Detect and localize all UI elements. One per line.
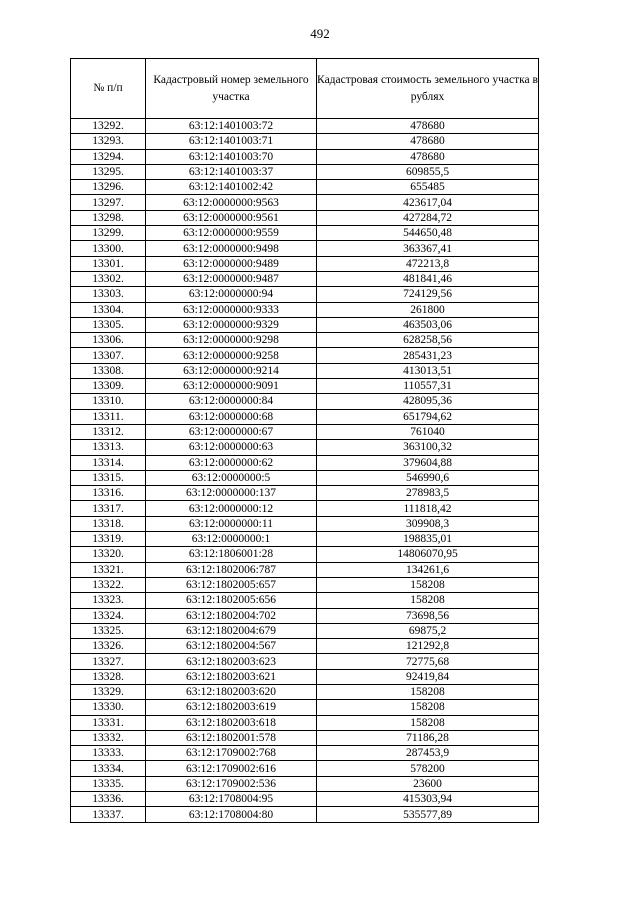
cadastral-number-cell: 63:12:1802004:679 (146, 623, 317, 638)
table-row (71, 440, 539, 455)
cadastral-value-cell: 423617,04 (317, 195, 539, 210)
cadastral-number-cell: 63:12:0000000:9091 (146, 379, 317, 394)
cadastral-value-cell: 535577,89 (317, 807, 539, 822)
table-row (71, 776, 539, 791)
cadastral-number-cell: 63:12:0000000:1 (146, 532, 317, 547)
table-row (71, 608, 539, 623)
cadastral-number-cell: 63:12:0000000:9487 (146, 271, 317, 286)
row-number-cell: 13308. (71, 363, 146, 378)
cadastral-value-cell: 379604,88 (317, 455, 539, 470)
cadastral-value-cell: 478680 (317, 119, 539, 134)
table-row (71, 700, 539, 715)
cadastral-number-cell: 63:12:0000000:12 (146, 501, 317, 516)
cadastral-value-cell: 363100,32 (317, 440, 539, 455)
row-number-cell: 13294. (71, 149, 146, 164)
table-row (71, 715, 539, 730)
cadastral-value-cell: 198835,01 (317, 532, 539, 547)
row-number-cell: 13324. (71, 608, 146, 623)
table-row (71, 394, 539, 409)
cadastral-value-cell: 478680 (317, 149, 539, 164)
cadastral-number-cell: 63:12:1708004:95 (146, 792, 317, 807)
table-row (71, 363, 539, 378)
cadastral-value-cell: 287453,9 (317, 746, 539, 761)
cadastral-value-cell: 481841,46 (317, 271, 539, 286)
table-row (71, 547, 539, 562)
cadastral-value-cell: 309908,3 (317, 516, 539, 531)
cadastral-value-cell: 655485 (317, 180, 539, 195)
cadastral-value-cell: 478680 (317, 134, 539, 149)
table-row (71, 470, 539, 485)
row-number-cell: 13306. (71, 333, 146, 348)
cadastral-number-cell: 63:12:0000000:9559 (146, 226, 317, 241)
table-row (71, 761, 539, 776)
row-number-cell: 13322. (71, 577, 146, 592)
row-number-cell: 13295. (71, 164, 146, 179)
cadastral-number-cell: 63:12:1709002:616 (146, 761, 317, 776)
cadastral-number-cell: 63:12:0000000:9561 (146, 210, 317, 225)
cadastral-value-cell: 472213,8 (317, 256, 539, 271)
row-number-cell: 13301. (71, 256, 146, 271)
table-header-row (71, 59, 539, 119)
table-row (71, 210, 539, 225)
table-row (71, 623, 539, 638)
cadastral-value-cell: 546990,6 (317, 470, 539, 485)
cadastral-value-cell: 428095,36 (317, 394, 539, 409)
cadastral-value-cell: 73698,56 (317, 608, 539, 623)
cadastral-number-cell: 63:12:1802004:702 (146, 608, 317, 623)
cadastral-number-cell: 63:12:0000000:9258 (146, 348, 317, 363)
header-row-number: № п/п (71, 59, 146, 119)
row-number-cell: 13332. (71, 730, 146, 745)
cadastral-number-cell: 63:12:1401003:72 (146, 119, 317, 134)
row-number-cell: 13305. (71, 317, 146, 332)
cadastral-number-cell: 63:12:0000000:67 (146, 424, 317, 439)
row-number-cell: 13325. (71, 623, 146, 638)
table-row (71, 501, 539, 516)
row-number-cell: 13327. (71, 654, 146, 669)
row-number-cell: 13302. (71, 271, 146, 286)
cadastral-number-cell: 63:12:0000000:9298 (146, 333, 317, 348)
cadastral-number-cell: 63:12:0000000:11 (146, 516, 317, 531)
table-row (71, 226, 539, 241)
row-number-cell: 13293. (71, 134, 146, 149)
row-number-cell: 13307. (71, 348, 146, 363)
row-number-cell: 13310. (71, 394, 146, 409)
cadastral-value-cell: 71186,28 (317, 730, 539, 745)
row-number-cell: 13323. (71, 593, 146, 608)
cadastral-value-cell: 363367,41 (317, 241, 539, 256)
row-number-cell: 13331. (71, 715, 146, 730)
cadastral-number-cell: 63:12:1708004:80 (146, 807, 317, 822)
row-number-cell: 13319. (71, 532, 146, 547)
row-number-cell: 13318. (71, 516, 146, 531)
cadastral-value-cell: 92419,84 (317, 669, 539, 684)
table-row (71, 271, 539, 286)
cadastral-number-cell: 63:12:1401003:71 (146, 134, 317, 149)
cadastral-value-cell: 413013,51 (317, 363, 539, 378)
cadastral-value-cell: 415303,94 (317, 792, 539, 807)
table-row (71, 379, 539, 394)
row-number-cell: 13317. (71, 501, 146, 516)
cadastral-value-cell: 609855,5 (317, 164, 539, 179)
table-row (71, 164, 539, 179)
table-row (71, 562, 539, 577)
cadastral-number-cell: 63:12:0000000:9329 (146, 317, 317, 332)
table-row (71, 317, 539, 332)
cadastral-value-cell: 628258,56 (317, 333, 539, 348)
table-row (71, 424, 539, 439)
row-number-cell: 13335. (71, 776, 146, 791)
table-row (71, 532, 539, 547)
cadastral-value-cell: 285431,23 (317, 348, 539, 363)
table-row (71, 333, 539, 348)
cadastral-value-cell: 463503,06 (317, 317, 539, 332)
cadastral-number-cell: 63:12:1401003:70 (146, 149, 317, 164)
table-row (71, 409, 539, 424)
row-number-cell: 13314. (71, 455, 146, 470)
row-number-cell: 13315. (71, 470, 146, 485)
table-row (71, 256, 539, 271)
cadastral-number-cell: 63:12:0000000:94 (146, 287, 317, 302)
cadastral-number-cell: 63:12:1802001:578 (146, 730, 317, 745)
cadastral-value-cell: 110557,31 (317, 379, 539, 394)
row-number-cell: 13313. (71, 440, 146, 455)
cadastral-value-cell: 651794,62 (317, 409, 539, 424)
cadastral-number-cell: 63:12:0000000:63 (146, 440, 317, 455)
cadastral-number-cell: 63:12:0000000:9333 (146, 302, 317, 317)
cadastral-number-cell: 63:12:1806001:28 (146, 547, 317, 562)
cadastral-value-cell: 69875,2 (317, 623, 539, 638)
row-number-cell: 13329. (71, 684, 146, 699)
table-row (71, 149, 539, 164)
page-number: 492 (310, 26, 330, 41)
row-number-cell: 13328. (71, 669, 146, 684)
cadastral-value-cell: 158208 (317, 684, 539, 699)
table-row (71, 287, 539, 302)
cadastral-number-cell: 63:12:1802003:620 (146, 684, 317, 699)
cadastral-value-cell: 724129,56 (317, 287, 539, 302)
header-cadastral-value: Кадастровая стоимость земельного участка в рублях (317, 59, 539, 119)
row-number-cell: 13297. (71, 195, 146, 210)
table-row (71, 119, 539, 134)
cadastral-number-cell: 63:12:1401002:42 (146, 180, 317, 195)
cadastral-number-cell: 63:12:1802005:656 (146, 593, 317, 608)
cadastral-value-cell: 23600 (317, 776, 539, 791)
table-row (71, 669, 539, 684)
table-row (71, 684, 539, 699)
table-row (71, 730, 539, 745)
cadastral-value-cell: 761040 (317, 424, 539, 439)
cadastral-value-table (70, 58, 539, 823)
cadastral-number-cell: 63:12:1401003:37 (146, 164, 317, 179)
row-number-cell: 13330. (71, 700, 146, 715)
cadastral-value-cell: 72775,68 (317, 654, 539, 669)
row-number-cell: 13337. (71, 807, 146, 822)
cadastral-number-cell: 63:12:0000000:5 (146, 470, 317, 485)
cadastral-number-cell: 63:12:0000000:137 (146, 486, 317, 501)
row-number-cell: 13336. (71, 792, 146, 807)
cadastral-number-cell: 63:12:1802003:621 (146, 669, 317, 684)
row-number-cell: 13298. (71, 210, 146, 225)
cadastral-number-cell: 63:12:0000000:9563 (146, 195, 317, 210)
row-number-cell: 13304. (71, 302, 146, 317)
cadastral-value-cell: 544650,48 (317, 226, 539, 241)
table-body (71, 119, 539, 823)
table-row (71, 241, 539, 256)
row-number-cell: 13300. (71, 241, 146, 256)
cadastral-value-cell: 14806070,95 (317, 547, 539, 562)
table-row (71, 654, 539, 669)
cadastral-value-cell: 121292,8 (317, 639, 539, 654)
table-row (71, 455, 539, 470)
table-row (71, 134, 539, 149)
table-row (71, 792, 539, 807)
cadastral-number-cell: 63:12:0000000:68 (146, 409, 317, 424)
table-row (71, 746, 539, 761)
table-row (71, 807, 539, 822)
row-number-cell: 13309. (71, 379, 146, 394)
cadastral-value-cell: 158208 (317, 577, 539, 592)
cadastral-number-cell: 63:12:0000000:9489 (146, 256, 317, 271)
cadastral-number-cell: 63:12:1709002:536 (146, 776, 317, 791)
cadastral-number-cell: 63:12:1802003:619 (146, 700, 317, 715)
cadastral-value-cell: 158208 (317, 700, 539, 715)
cadastral-value-cell: 578200 (317, 761, 539, 776)
table-row (71, 577, 539, 592)
row-number-cell: 13333. (71, 746, 146, 761)
cadastral-value-cell: 261800 (317, 302, 539, 317)
cadastral-number-cell: 63:12:1802004:567 (146, 639, 317, 654)
table-row (71, 302, 539, 317)
cadastral-number-cell: 63:12:1709002:768 (146, 746, 317, 761)
row-number-cell: 13316. (71, 486, 146, 501)
cadastral-number-cell: 63:12:1802003:623 (146, 654, 317, 669)
table-row (71, 593, 539, 608)
table-row (71, 639, 539, 654)
row-number-cell: 13299. (71, 226, 146, 241)
row-number-cell: 13311. (71, 409, 146, 424)
table-row (71, 348, 539, 363)
cadastral-number-cell: 63:12:0000000:84 (146, 394, 317, 409)
row-number-cell: 13326. (71, 639, 146, 654)
cadastral-value-cell: 278983,5 (317, 486, 539, 501)
row-number-cell: 13303. (71, 287, 146, 302)
table-row (71, 195, 539, 210)
row-number-cell: 13334. (71, 761, 146, 776)
table-row (71, 516, 539, 531)
table-row (71, 486, 539, 501)
cadastral-value-cell: 427284,72 (317, 210, 539, 225)
header-cadastral-number: Кадастровый номер земельного участка (146, 59, 317, 119)
cadastral-number-cell: 63:12:1802003:618 (146, 715, 317, 730)
cadastral-number-cell: 63:12:1802006:787 (146, 562, 317, 577)
cadastral-value-cell: 134261,6 (317, 562, 539, 577)
table-row (71, 180, 539, 195)
cadastral-number-cell: 63:12:0000000:9498 (146, 241, 317, 256)
row-number-cell: 13292. (71, 119, 146, 134)
cadastral-value-cell: 111818,42 (317, 501, 539, 516)
cadastral-number-cell: 63:12:1802005:657 (146, 577, 317, 592)
row-number-cell: 13320. (71, 547, 146, 562)
row-number-cell: 13321. (71, 562, 146, 577)
cadastral-number-cell: 63:12:0000000:62 (146, 455, 317, 470)
cadastral-value-cell: 158208 (317, 715, 539, 730)
cadastral-value-cell: 158208 (317, 593, 539, 608)
row-number-cell: 13296. (71, 180, 146, 195)
row-number-cell: 13312. (71, 424, 146, 439)
cadastral-number-cell: 63:12:0000000:9214 (146, 363, 317, 378)
